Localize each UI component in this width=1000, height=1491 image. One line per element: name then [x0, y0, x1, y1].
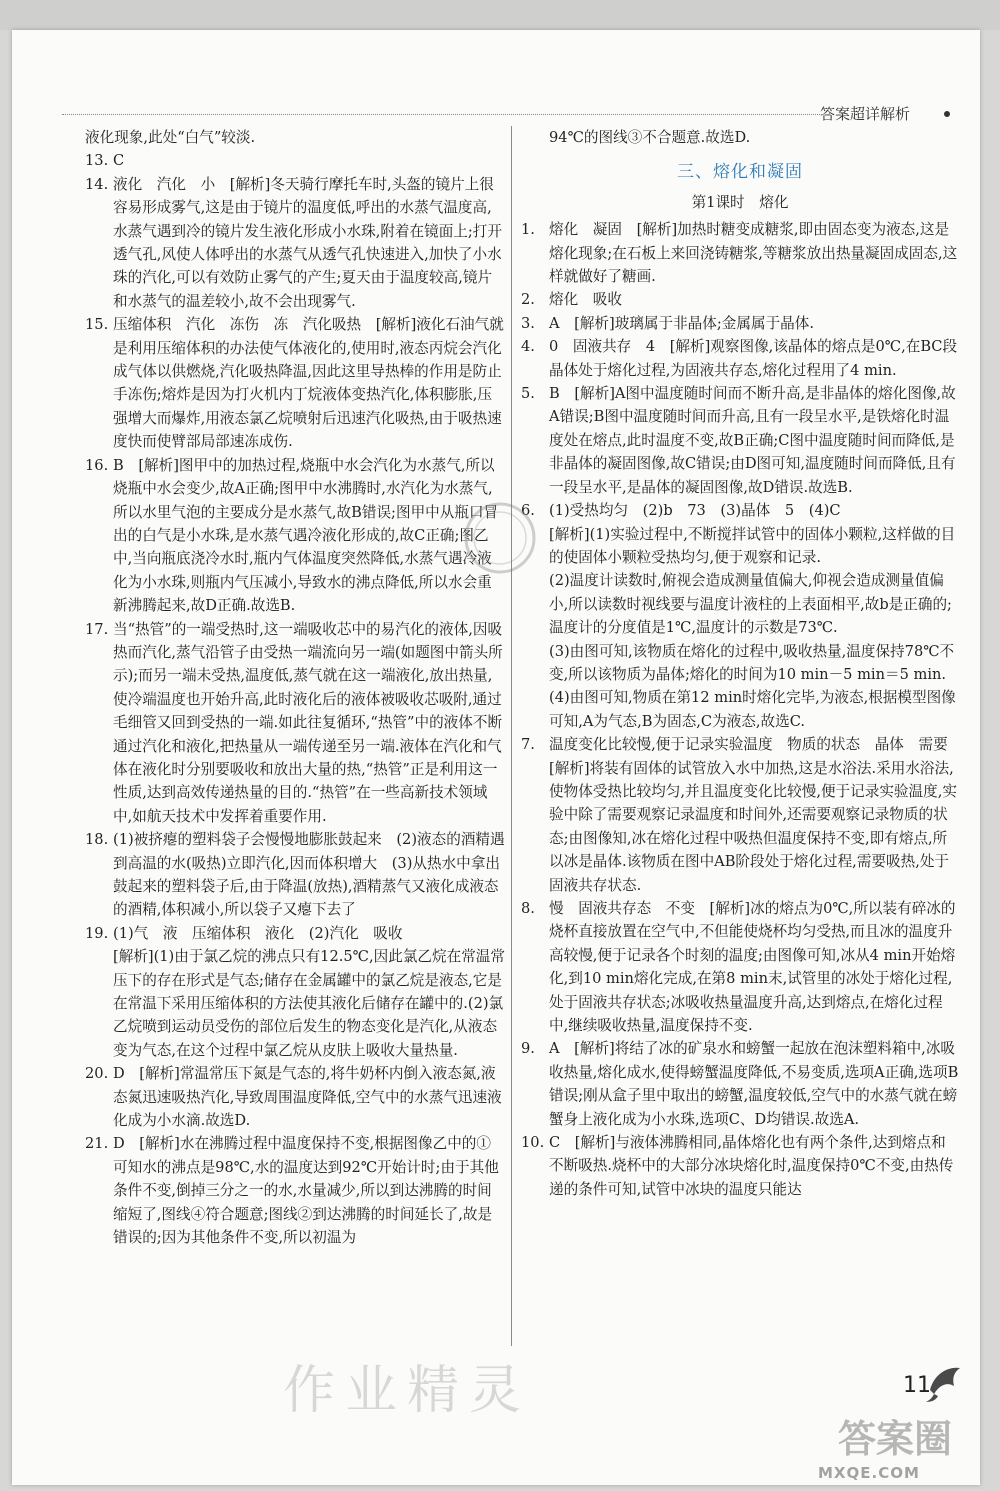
answer-item-r10	[521, 1131, 959, 1201]
item-text: A [解析]将结了冰的矿泉水和螃蟹一起放在泡沫塑料箱中,冰吸收热量,熔化成水,使得螃蟹温度降低,不易变质,选项A正确,选项B错误;刚从盒子里中取出的螃蟹,温度较低,空气中的水蒸气就在螃蟹身上液化成为小水珠,选项C、D均错误.故选A.	[549, 1040, 959, 1128]
item-text: C [解析]与液体沸腾相同,晶体熔化也有两个条件,达到熔点和不断吸热.烧杯中的大部分冰块熔化时,温度保持0℃不变,由热传递的条件可知,试管中冰块的温度只能达	[549, 1134, 954, 1198]
answer-item-15	[85, 313, 505, 453]
answer-item-r7-analysis	[521, 757, 959, 897]
page-number: 11	[903, 1373, 931, 1398]
item-text: 熔化 吸收	[549, 291, 622, 309]
answer-item-r3	[521, 312, 959, 335]
answer-item-r6	[521, 499, 959, 522]
answer-item-r4	[521, 335, 959, 382]
left-column	[85, 126, 505, 1250]
item-text: A [解析]玻璃属于非晶体;金属属于晶体.	[549, 314, 814, 332]
stamp-icon	[460, 498, 540, 578]
corner-logo	[800, 1414, 990, 1464]
answer-item-r6-c	[521, 640, 959, 687]
item-text: [解析](1)实验过程中,不断搅拌试管中的固体小颗粒,这样做的目的使固体小颗粒受热均匀,便于观察和记录.	[549, 525, 956, 566]
answer-item-r1	[521, 218, 959, 288]
answer-item-r7	[521, 733, 959, 756]
item-number: 7.	[521, 736, 535, 754]
item-number: 16.	[85, 456, 109, 474]
item-text: 熔化 凝固 [解析]加热时糖变成糖浆,即由固态变为液态,这是熔化现象;在石板上来回浇铸糖浆,等糖浆放出热量凝固成固态,这样就做好了糖画.	[549, 221, 958, 286]
scan-top-strip	[0, 0, 1000, 30]
item-number: 21.	[85, 1135, 109, 1153]
item-number: 20.	[85, 1065, 109, 1083]
item-number: 19.	[85, 924, 109, 942]
item-text: (3)由图可知,该物质在熔化的过程中,吸收热量,温度保持78℃不变,所以该物质为晶体;熔化的时间为10 min－5 min＝5 min.	[549, 642, 955, 683]
item-number: 15.	[85, 316, 109, 334]
item-text: B [解析]图甲中的加热过程,烧瓶中水会汽化为水蒸气,所以烧瓶中水会变少,故A正确;图甲中水沸腾时,水汽化为水蒸气,所以水里气泡的主要成分是水蒸气,故B错误;图甲中从瓶口冒出的白气是小水珠,是水蒸气遇冷液化形成的,故C正确;图乙中,当向瓶底浇冷水时,瓶内气体温度突然降低,水蒸气遇冷液化为小水珠,则瓶内气压减小,导致水的沸点降低,所以水会重新沸腾起来,故D正确.故选B.	[113, 456, 499, 615]
answer-item-r6-a	[521, 523, 959, 570]
item-text: (1)受热均匀 (2)b 73 (3)晶体 5 (4)C	[549, 502, 841, 520]
item-text: (1)被挤瘪的塑料袋子会慢慢地膨胀鼓起来 (2)液态的酒精遇到高温的水(吸热)立即汽化,因而体积增大 (3)从热水中拿出鼓起来的塑料袋子后,由于降温(放热),酒精蒸气又液化成液态的酒精,体积减小,所以袋子又瘪下去了	[113, 831, 505, 919]
answer-item-13	[85, 149, 505, 172]
answer-item-20	[85, 1062, 505, 1132]
answer-item-r2	[521, 288, 959, 311]
answer-item-r6-b	[521, 569, 959, 639]
answer-item-14	[85, 173, 505, 313]
item-text: 压缩体积 汽化 冻伤 冻 汽化吸热 [解析]液化石油气就是利用压缩体积的办法使气体液化的,使用时,液态丙烷会汽化成气体以供燃烧,汽化吸热降温,因此这里导热棒的作用是防止手冻伤;熔炸是因为打火机内丁烷液体变热汽化,体积膨胀,压强增大而爆炸,用液态氯乙烷喷射后迅速汽化吸热,由于吸热速度快而使臂部局部速冻成伤.	[113, 316, 504, 451]
item-text: 温度变化比较慢,便于记录实验温度 物质的状态 晶体 需要	[549, 736, 948, 754]
answer-item-18	[85, 828, 505, 922]
item-text: (4)由图可知,物质在第12 min时熔化完毕,为液态,根据模型图像可知,A为气态,B为固态,C为液态,故选C.	[549, 689, 956, 730]
answer-item-16	[85, 454, 505, 618]
item-text: [解析](1)由于氯乙烷的沸点只有12.5℃,因此氯乙烷在常温常压下的存在形式是气态;储存在金属罐中的氯乙烷是液态,它是在常温下采用压缩体积的方法使其液化后储存在罐中的.(2)氯乙烷喷到运动员受伤的部位后发生的物态变化是汽化,从液态变为气态,在这个过程中氯乙烷从皮肤上吸收大量热量.	[113, 948, 505, 1059]
item-text: D [解析]水在沸腾过程中温度保持不变,根据图像乙中的①可知水的沸点是98℃,水的温度达到92℃开始计时;由于其他条件不变,倒掉三分之一的水,水量减少,所以到达沸腾的时间缩短了,图线④符合题意;图线②到达沸腾的时间延长了,故是错误的;因为其他条件不变,所以初温为	[113, 1135, 499, 1247]
item-number: 2.	[521, 291, 535, 309]
answer-item-r9	[521, 1037, 959, 1131]
item-text: (2)温度计读数时,俯视会造成测量值偏大,仰视会造成测量值偏小,所以读数时视线要与温度计液柱的上表面相平,故b是正确的;温度计的分度值是1℃,温度计的示数是73℃.	[549, 572, 952, 637]
item-number: 3.	[521, 314, 535, 332]
answer-item-19-analysis	[85, 945, 505, 1062]
header-dot	[944, 111, 950, 117]
item-text: 0 固液共存 4 [解析]观察图像,该晶体的熔点是0℃,在BC段晶体处于熔化过程,为固液共存态,熔化过程用了4 min.	[549, 338, 958, 379]
item-number: 14.	[85, 175, 109, 193]
item-number: 6.	[521, 502, 535, 520]
answer-item-r5	[521, 382, 959, 499]
item-number: 1.	[521, 221, 535, 239]
item-number: 17.	[85, 620, 109, 638]
answer-item-r6-d	[521, 686, 959, 733]
answer-item-21-cont: 94℃的图线③不合题意.故选D.	[549, 129, 751, 146]
item-text: 液化 汽化 小 [解析]冬天骑行摩托车时,头盔的镜片上很容易形成雾气,这是由于镜片的温度低,呼出的水蒸气温度高,水蒸气遇到冷的镜片发生液化形成小水珠,附着在镜面上;打开透气孔,风使人体呼出的水蒸气从透气孔快速进入,加快了小水珠的汽化,可以有效防止雾气的产生;夏天由于温度较高,镜片和水蒸气的温差较小,故不会出现雾气.	[113, 175, 502, 310]
header-title: 答案超详解析	[820, 105, 911, 123]
item-number: 9.	[521, 1040, 535, 1058]
corner-url: MXQE.COM	[818, 1464, 920, 1482]
item-number: 10.	[521, 1134, 545, 1152]
answer-item-cont: 液化现象,此处“白气”较淡.	[85, 129, 256, 146]
header-rule	[62, 114, 822, 115]
svg-text:答案圈: 答案圈	[837, 1417, 953, 1461]
answer-item-r8	[521, 897, 959, 1037]
dolphin-icon	[924, 1360, 964, 1406]
section-title: 三、熔化和凝固	[677, 162, 803, 183]
item-text: D [解析]常温常压下氮是气态的,将牛奶杯内倒入液态氮,液态氮迅速吸热汽化,导致周围温度降低,空气中的水蒸气迅速液化成为小水滴.故选D.	[113, 1065, 502, 1130]
answer-item-19	[85, 922, 505, 945]
item-number: 8.	[521, 900, 535, 917]
answer-item-21	[85, 1132, 505, 1249]
item-number: 4.	[521, 338, 535, 356]
answer-item-17	[85, 618, 505, 829]
item-text: B [解析]A图中温度随时间而不断升高,是非晶体的熔化图像,故A错误;B图中温度随时间而升高,且有一段呈水平,是铁熔化时温度处在熔点,此时温度不变,故B正确;C图中温度随时间而降低,是非晶体的凝固图像,故C错误;由D图可知,温度随时间而降低,且有一段呈水平,是晶体的凝固图像,故D错误.故选B.	[549, 385, 956, 496]
item-number: 13.	[85, 152, 109, 170]
watermark-text: 作业精灵	[283, 1361, 532, 1421]
item-number: 18.	[85, 831, 109, 849]
item-text: 当“热管”的一端受热时,这一端吸收芯中的易汽化的液体,因吸热而汽化,蒸气沿管子由受热一端流向另一端(如题图中箭头所示);而另一端未受热,温度低,蒸气就在这一端液化,放出热量,使冷端温度也开始升高,此时液化后的液体被吸收芯吸附,通过毛细管又回到受热的一端.如此往复循环,“热管”中的液体不断通过汽化和液化,把热量从一端传递至另一端.液体在汽化和气体在液化时分别要吸收和放出大量的热,“热管”正是利用这一性质,达到高效传递热量的目的.“热管”在一些高新技术领域中,如航天技术中发挥着重要作用.	[113, 620, 503, 825]
lesson-title: 第1课时 熔化	[691, 193, 789, 211]
column-divider	[511, 126, 512, 1346]
item-text: [解析]将装有固体的试管放入水中加热,这是水浴法.采用水浴法,使物体受热比较均匀,并且温度变化比较慢,便于记录实验温度,实验中除了需要观察记录温度和时间外,还需要观察记录物质的状态;由图像知,冰在熔化过程中吸热但温度保持不变,即有熔点,所以冰是晶体.该物质在图中AB阶段处于熔化过程,需要吸热,处于固液共存状态.	[549, 759, 957, 894]
item-text: (1)气 液 压缩体积 液化 (2)汽化 吸收	[113, 924, 403, 942]
item-text: 慢 固液共存态 不变 [解析]冰的熔点为0℃,所以装有碎冰的烧杯直接放置在空气中,不但能使烧杯均匀受热,而且冰的温度升高较慢,便于记录各个时刻的温度;由图像可知,冰从4 min开始熔化,到10 min熔化完成,在第8 min末,试管里的冰处于熔化过程,处于固液共存状态;冰吸收热量温度升高,达到熔点,在熔化过程中,继续吸收热量,温度保持不变.	[549, 900, 956, 1035]
item-text: C	[113, 152, 125, 170]
item-number: 5.	[521, 385, 535, 403]
right-column	[521, 126, 959, 1201]
